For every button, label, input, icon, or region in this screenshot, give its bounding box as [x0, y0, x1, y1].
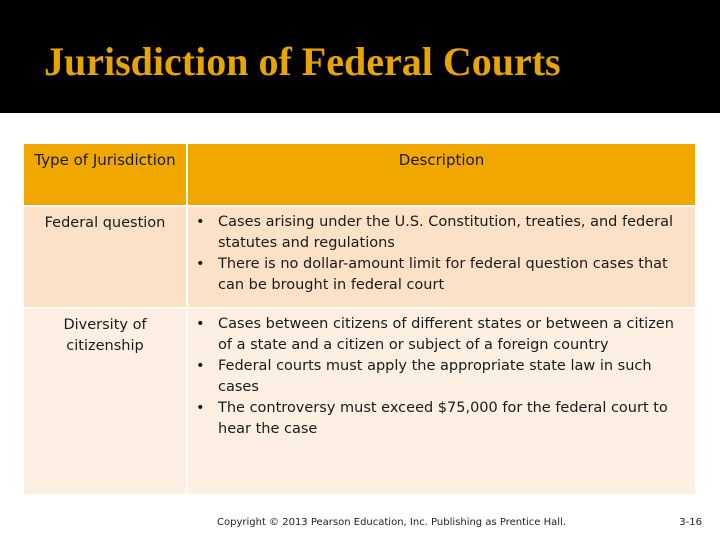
jurisdiction-description	[186, 309, 695, 494]
header-description: Description	[186, 144, 695, 205]
bullet-text: There is no dollar-amount limit for federal question cases that can be brought in federal court	[218, 256, 668, 293]
table-row	[24, 205, 695, 307]
jurisdiction-description	[186, 207, 695, 307]
bullet-text: Federal courts must apply the appropriate state law in such cases	[218, 358, 652, 395]
header-type: Type of Jurisdiction	[24, 144, 186, 205]
list-item	[194, 254, 683, 296]
bullet-icon: •	[196, 316, 205, 332]
table-header-row	[24, 144, 695, 205]
bullet-text: The controversy must exceed $75,000 for the federal court to hear the case	[218, 400, 668, 437]
page-number: 3-16	[679, 517, 702, 528]
list-item	[194, 212, 683, 254]
bullet-text: Cases between citizens of different states or between a citizen of a state and a citizen or subject of a foreign country	[218, 316, 674, 353]
bullet-icon: •	[196, 256, 205, 272]
bullet-icon: •	[196, 214, 205, 230]
slide-title: Jurisdiction of Federal Courts	[44, 39, 561, 84]
jurisdiction-type: Federal question	[24, 207, 186, 307]
title-bar	[0, 0, 720, 113]
list-item	[194, 356, 683, 398]
table-row	[24, 307, 695, 494]
bullet-list	[194, 314, 683, 440]
bullet-icon: •	[196, 358, 205, 374]
list-item	[194, 398, 683, 440]
list-item	[194, 314, 683, 356]
bullet-text: Cases arising under the U.S. Constitution, treaties, and federal statutes and regulations	[218, 214, 674, 251]
bullet-list	[194, 212, 683, 296]
jurisdiction-type: Diversity of citizenship	[24, 309, 186, 494]
jurisdiction-table	[24, 144, 695, 494]
bullet-icon: •	[196, 400, 205, 416]
copyright-footer: Copyright © 2013 Pearson Education, Inc. Publishing as Prentice Hall.	[217, 517, 566, 528]
